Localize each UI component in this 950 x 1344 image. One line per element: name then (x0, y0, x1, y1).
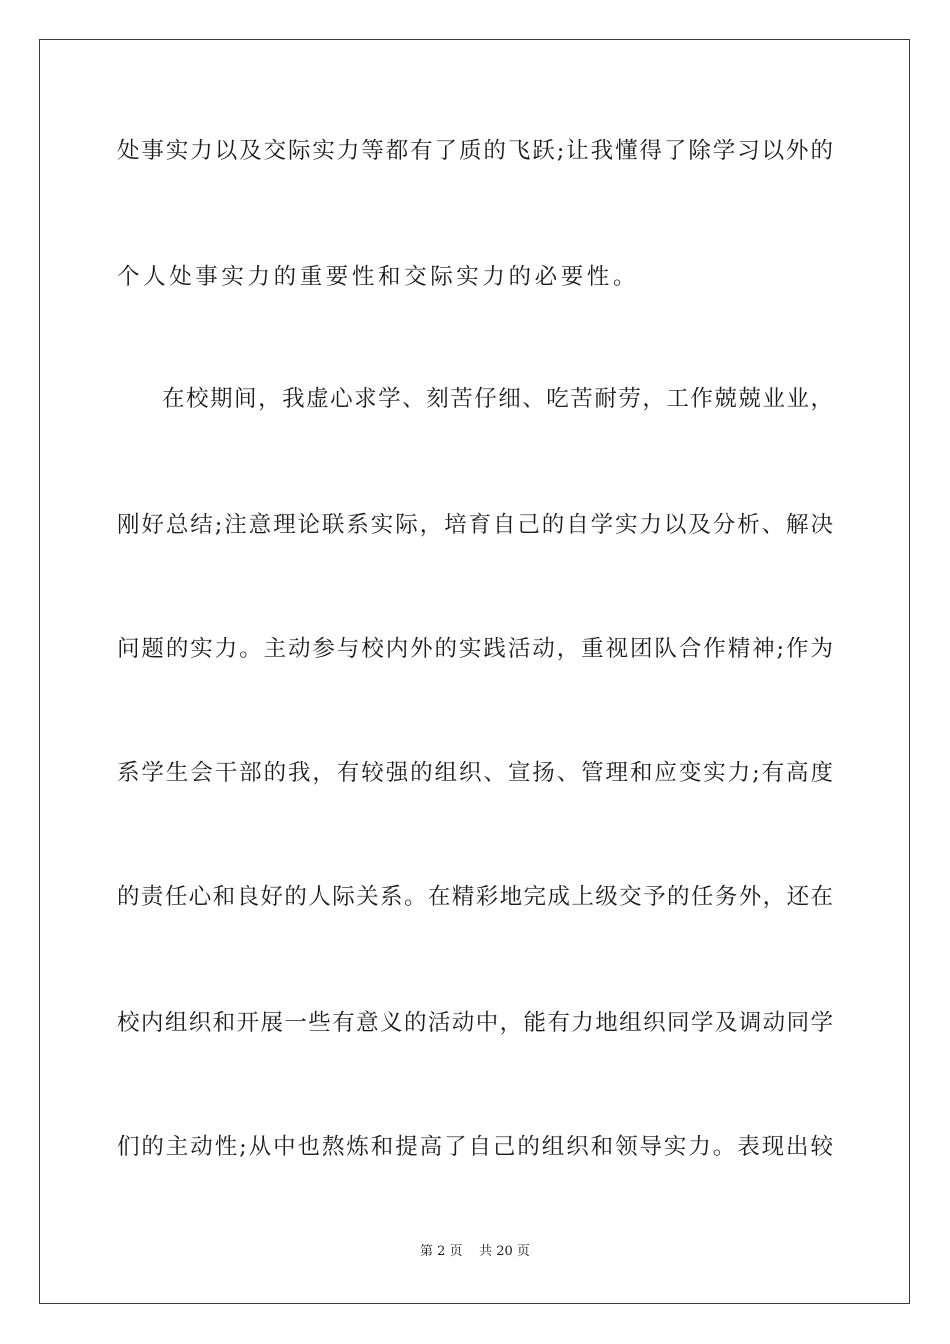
body-line-2: 个人处事实力的重要性和交际实力的必要性。 (117, 264, 640, 290)
body-line-1: 处事实力以及交际实力等都有了质的飞跃;让我懂得了除学习以外的 (117, 138, 833, 164)
body-line-7: 的责任心和良好的人际关系。在精彩地完成上级交予的任务外，还在 (117, 884, 833, 910)
page-footer (0, 1243, 950, 1261)
body-line-6: 系学生会干部的我，有较强的组织、宣扬、管理和应变实力;有高度 (117, 760, 833, 786)
body-line-3: 在校期间，我虚心求学、刻苦仔细、吃苦耐劳，工作兢兢业业， (162, 386, 833, 412)
body-line-5: 问题的实力。主动参与校内外的实践活动，重视团队合作精神;作为 (117, 636, 833, 662)
body-line-8: 校内组织和开展一些有意义的活动中，能有力地组织同学及调动同学 (117, 1010, 833, 1036)
body-line-9: 们的主动性;从中也熬炼和提高了自己的组织和领导实力。表现出较 (117, 1134, 833, 1160)
body-line-4: 刚好总结;注意理论联系实际，培育自己的自学实力以及分析、解决 (117, 512, 833, 538)
page-border (39, 39, 910, 1304)
page-number: 第 2 页 (420, 1244, 463, 1259)
page-total: 共 20 页 (479, 1244, 530, 1259)
